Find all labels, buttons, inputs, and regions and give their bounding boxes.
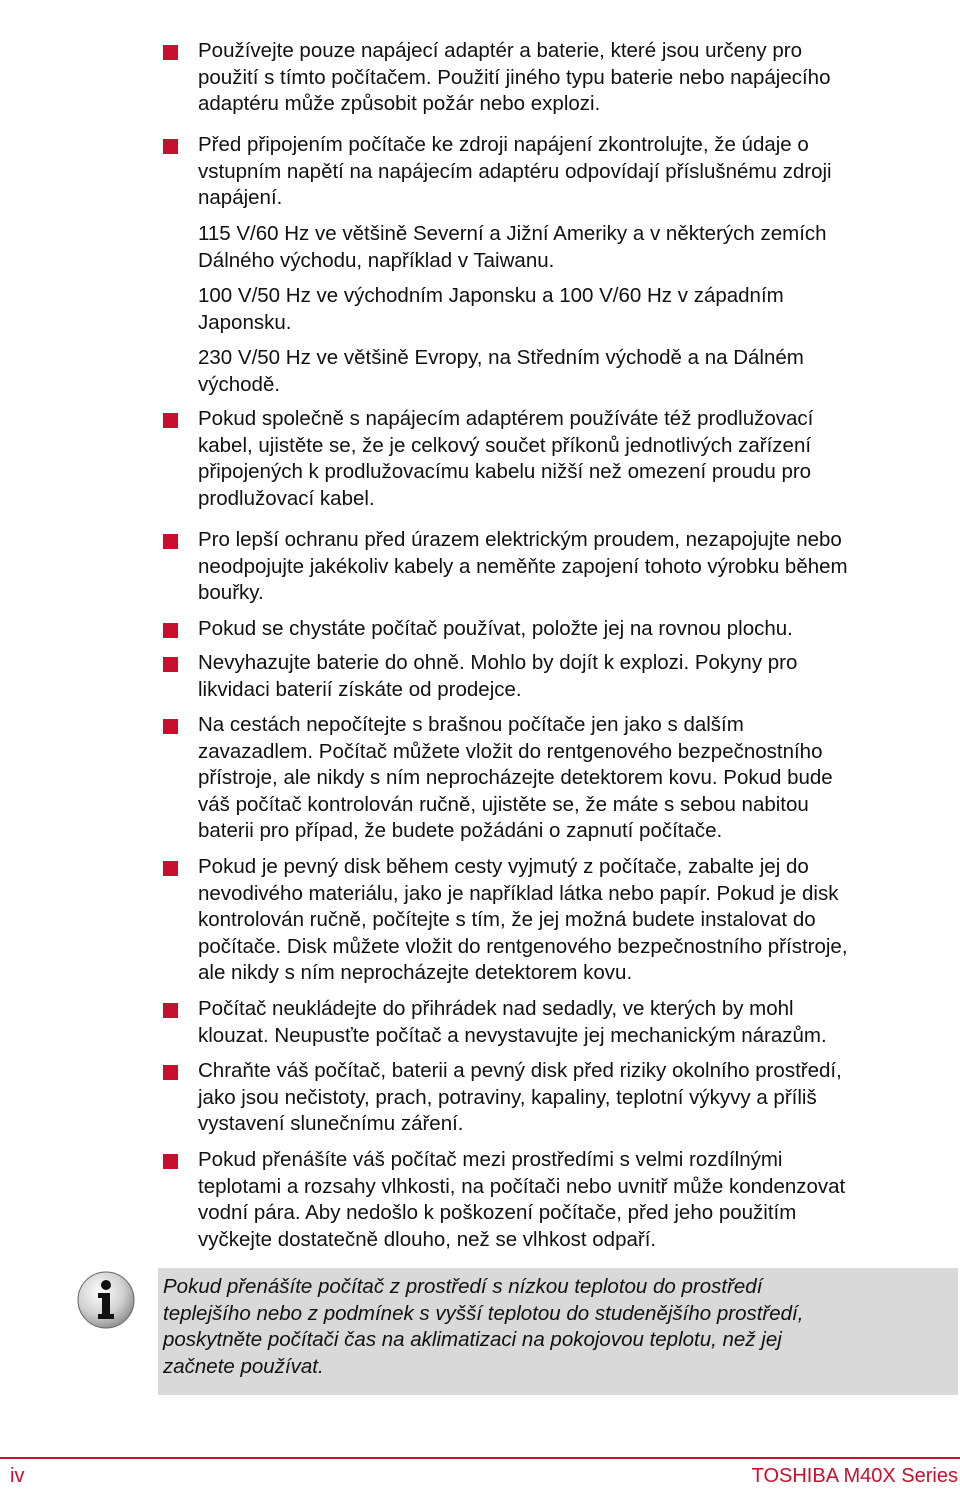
list-item: Na cestách nepočítejte s brašnou počítače jen jako s dalším zavazadlem. Počítač můžete vložit do rentgenového bezpečnostního přístroje, ale nikdy s ním neprocházejte detektorem kovu. Pokud bude váš počítač kontrolován ručně, ujistěte se, že máte s sebou nabitou baterii pro případ, že budete požádáni o zapnutí počítače.: [198, 713, 833, 843]
voltage-note: 115 V/60 Hz ve většině Severní a Jižní Ameriky a v některých zemích Dálného východu, například v Taiwanu.: [198, 222, 827, 272]
voltage-note: 100 V/50 Hz ve východním Japonsku a 100 V/60 Hz v západním Japonsku.: [198, 284, 784, 334]
bullet-square-icon: [163, 1154, 178, 1169]
list-item: Pokud přenášíte váš počítač mezi prostředími s velmi rozdílnými teplotami a rozsahy vlhkosti, na počítači nebo uvnitř může kondenzovat vodní pára. Aby nedošlo k poškození počítače, před jeho použitím vyčkejte dostatečně dlouho, než se vlhkost odpaří.: [198, 1148, 846, 1251]
footer-product: TOSHIBA M40X Series: [751, 1465, 958, 1487]
bullet-square-icon: [163, 623, 178, 638]
list-item: Počítač neukládejte do přihrádek nad sedadly, ve kterých by mohl klouzat. Neupusťte počítač a nevystavujte jej mechanickým nárazům.: [198, 997, 827, 1047]
bullet-square-icon: [163, 45, 178, 60]
bullet-square-icon: [163, 657, 178, 672]
page-number: iv: [10, 1465, 25, 1487]
list-item: Před připojením počítače ke zdroji napájení zkontrolujte, že údaje o vstupním napětí na napájecím adaptéru odpovídají příslušnému zdroji napájení.: [198, 133, 832, 210]
bullet-square-icon: [163, 719, 178, 734]
bullet-square-icon: [163, 1065, 178, 1080]
list-item: Pokud společně s napájecím adaptérem používáte též prodlužovací kabel, ujistěte se, že je celkový součet příkonů jednotlivých zařízení připojených k prodlužovacímu kabelu nižší než omezení proudu pro prodlužovací kabel.: [198, 407, 814, 510]
list-item: Používejte pouze napájecí adaptér a baterie, které jsou určeny pro použití s tímto počítačem. Použití jiného typu baterie nebo napájecího adaptéru může způsobit požár nebo explozi.: [198, 39, 831, 116]
info-icon: [76, 1270, 136, 1330]
note-box: [158, 1268, 958, 1395]
bullet-square-icon: [163, 1003, 178, 1018]
list-item: Pokud je pevný disk během cesty vyjmutý z počítače, zabalte jej do nevodivého materiálu, jako je například látka nebo papír. Pokud je disk kontrolován ručně, počítejte s tím, že jej možná budete instalovat do počítače. Disk můžete vložit do rentgenového bezpečnostního přístroje, ale nikdy s ním neprocházejte detektorem kovu.: [198, 855, 848, 985]
list-item: Pokud se chystáte počítač používat, položte jej na rovnou plochu.: [198, 617, 793, 640]
list-item: Nevyhazujte baterie do ohně. Mohlo by dojít k explozi. Pokyny pro likvidaci baterií získáte od prodejce.: [198, 651, 798, 701]
list-item: Chraňte váš počítač, baterii a pevný disk před riziky okolního prostředí, jako jsou nečistoty, prach, potraviny, kapaliny, teplotní výkyvy a příliš vystavení slunečnímu záření.: [198, 1059, 842, 1136]
voltage-note: 230 V/50 Hz ve většině Evropy, na Středním východě a na Dálném východě.: [198, 346, 804, 396]
note-text: Pokud přenášíte počítač z prostředí s nízkou teplotou do prostředí teplejšího nebo z podmínek s vyšší teplotou do studenějšího prostředí, poskytněte počítači čas na aklimatizaci na pokojovou teplotu, než jej začnete používat.: [163, 1275, 804, 1378]
bullet-square-icon: [163, 139, 178, 154]
bullet-square-icon: [163, 413, 178, 428]
footer-divider: [0, 1457, 960, 1459]
list-item: Pro lepší ochranu před úrazem elektrickým proudem, nezapojujte nebo neodpojujte jakékoliv kabely a neměňte zapojení tohoto výrobku během bouřky.: [198, 528, 848, 605]
bullet-square-icon: [163, 534, 178, 549]
bullet-square-icon: [163, 861, 178, 876]
